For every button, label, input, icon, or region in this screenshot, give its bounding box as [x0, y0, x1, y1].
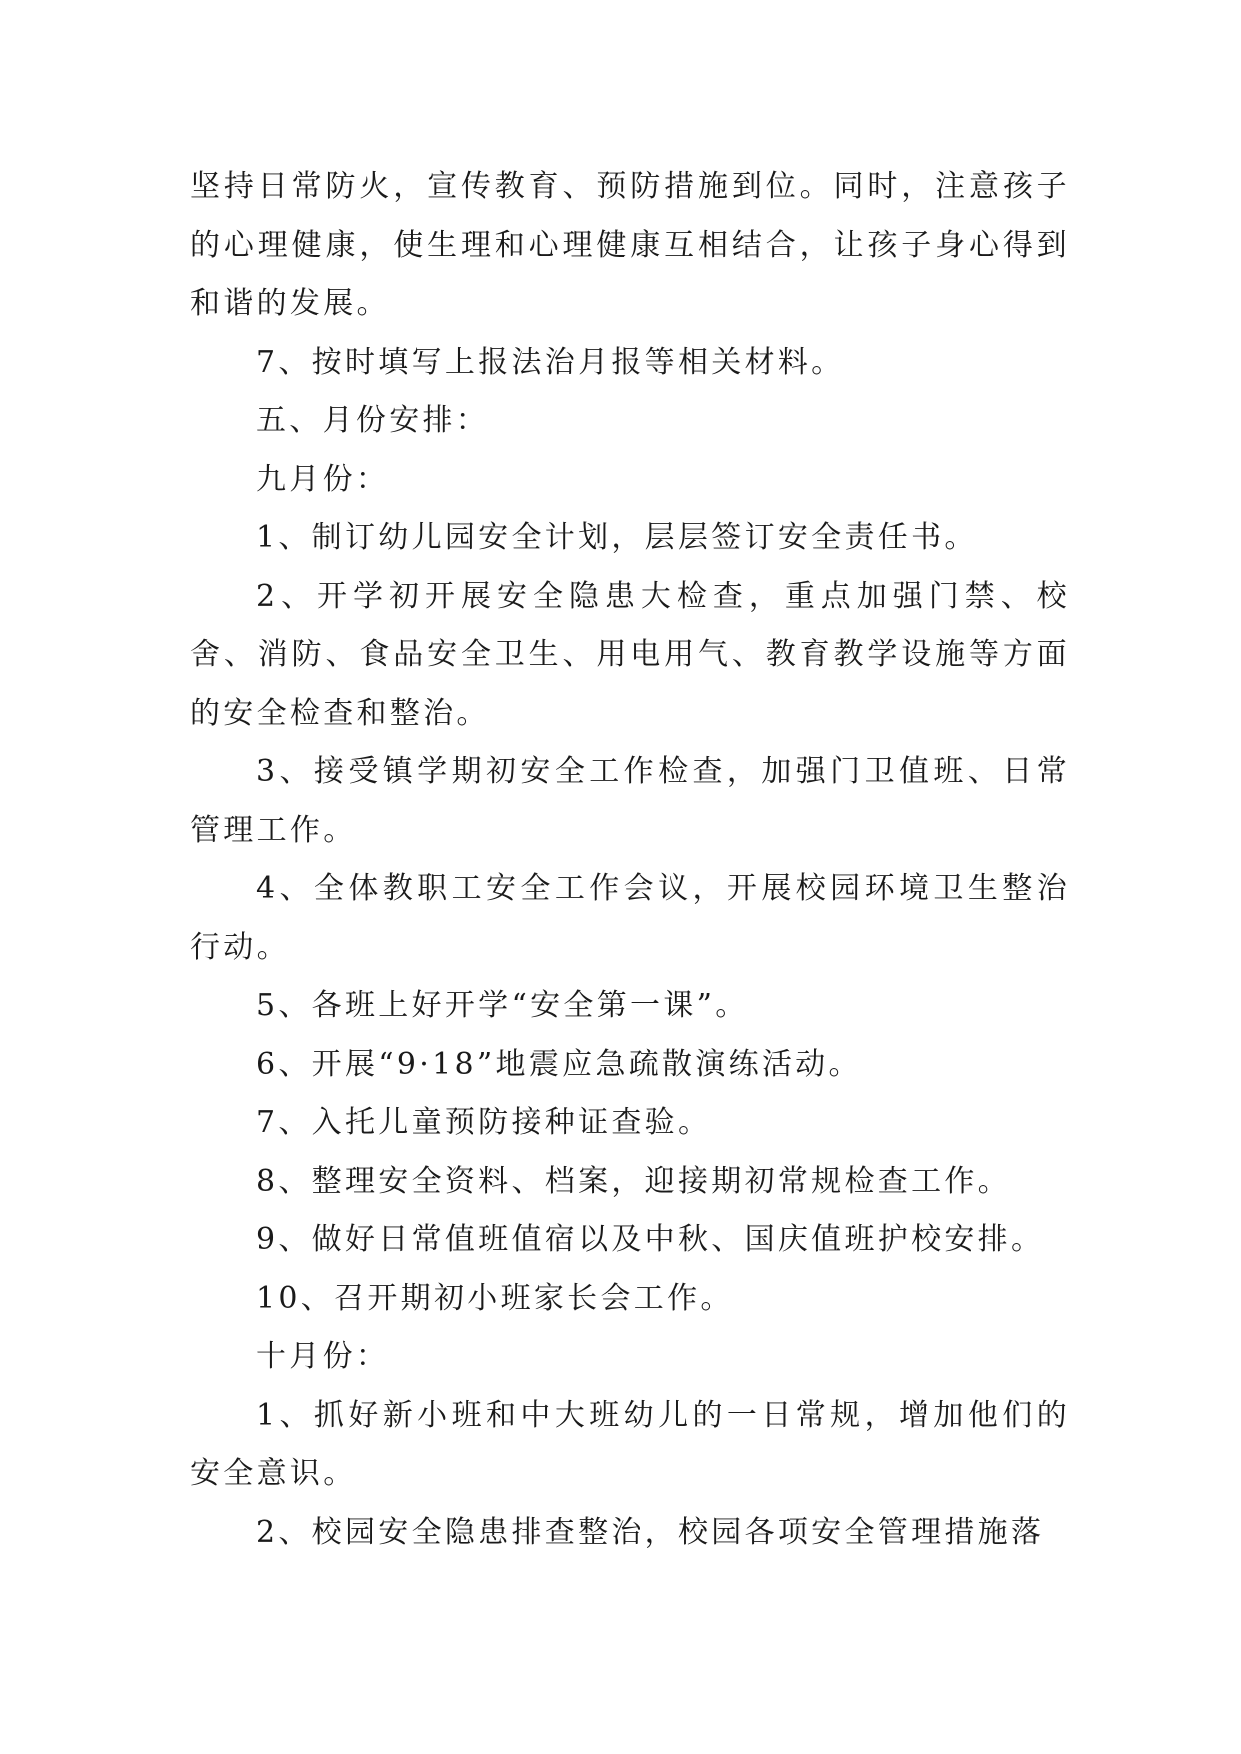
- document-body: [190, 158, 1070, 1562]
- month-heading: 九月份：: [256, 461, 390, 497]
- list-item: 1、抓好新小班和中大班幼儿的一日常规，增加他们的安全意识。: [190, 1397, 1070, 1491]
- list-item: 3、接受镇学期初安全工作检查，加强门卫值班、日常管理工作。: [190, 754, 1070, 848]
- list-item: 10、召开期初小班家长会工作。: [256, 1280, 734, 1316]
- list-item: 9、做好日常值班值宿以及中秋、国庆值班护校安排。: [256, 1222, 1045, 1257]
- list-item: 1、制订幼儿园安全计划，层层签订安全责任书。: [256, 520, 978, 555]
- list-item: 4、全体教职工安全工作会议，开展校园环境卫生整治行动。: [190, 871, 1070, 965]
- list-item: 2、开学初开展安全隐患大检查，重点加强门禁、校舍、消防、食品安全卫生、用电用气、教育教学设施等方面的安全检查和整治。: [190, 578, 1070, 731]
- list-item: 5、各班上好开学“安全第一课”。: [256, 988, 749, 1023]
- list-item: 6、开展“9·18”地震应急疏散演练活动。: [256, 1046, 862, 1082]
- list-item: 7、入托儿童预防接种证查验。: [256, 1105, 712, 1140]
- month-heading: 十月份：: [256, 1339, 390, 1374]
- paragraph: 7、按时填写上报法治月报等相关材料。: [256, 344, 845, 380]
- list-item: 2、校园安全隐患排查整治，校园各项安全管理措施落: [256, 1514, 1045, 1550]
- section-heading: 五、月份安排：: [256, 403, 490, 438]
- paragraph: 坚持日常防火，宣传教育、预防措施到位。同时，注意孩子的心理健康，使生理和心理健康互相结合，让孩子身心得到和谐的发展。: [190, 169, 1070, 321]
- list-item: 8、整理安全资料、档案，迎接期初常规检查工作。: [256, 1163, 1011, 1199]
